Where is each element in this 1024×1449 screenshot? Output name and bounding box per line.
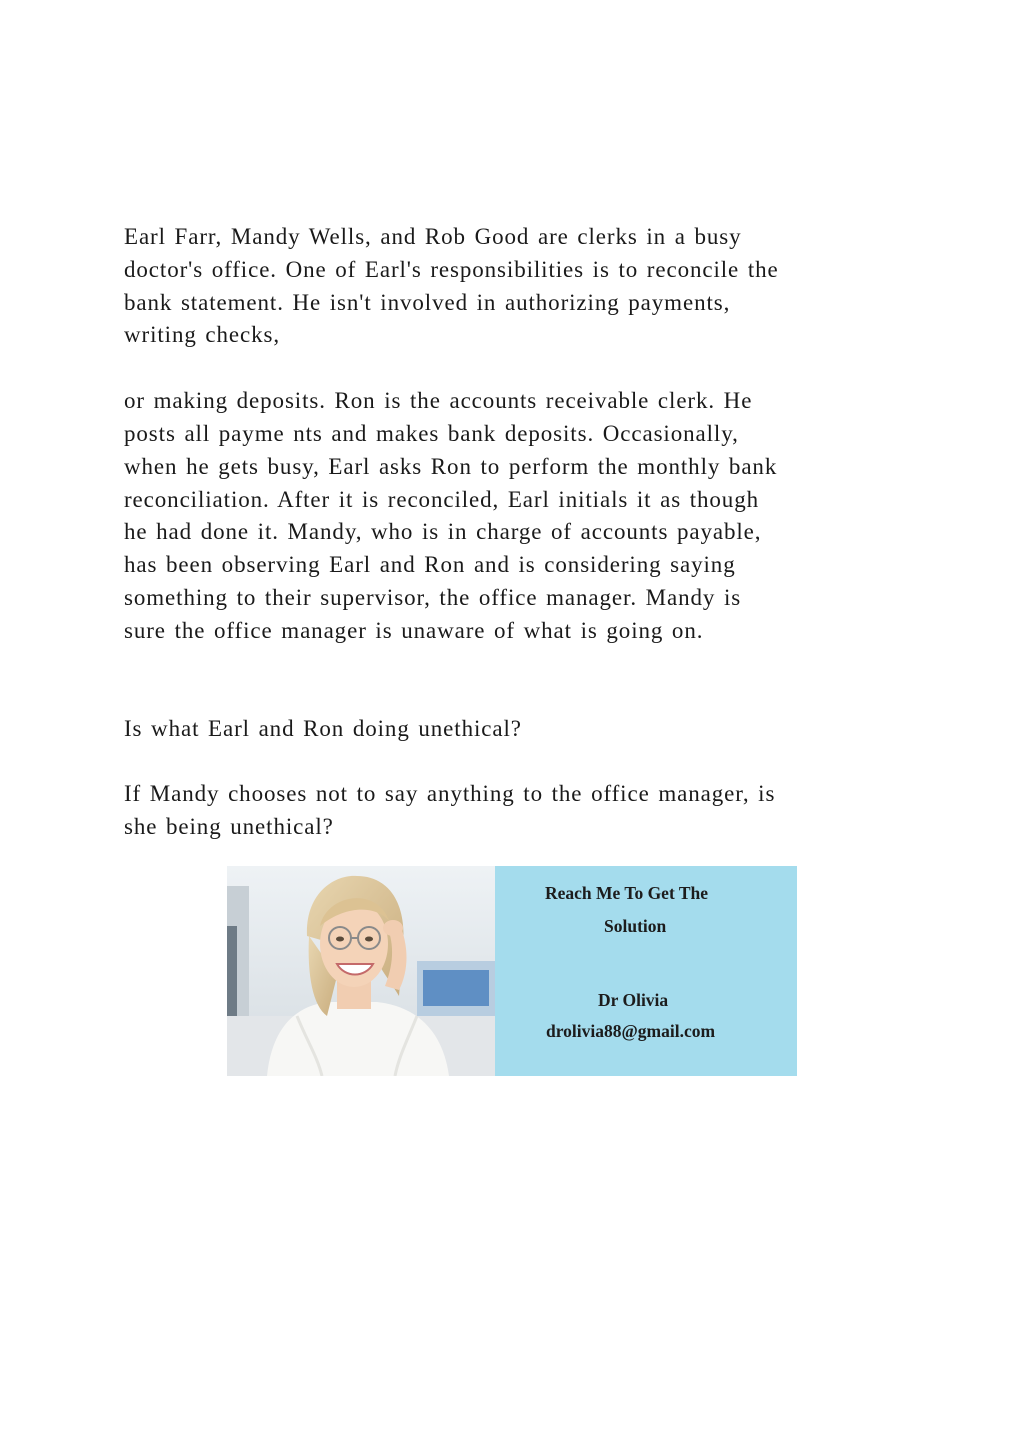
paragraph-intro xyxy=(124,221,904,352)
ad-headline: Reach Me To Get The xyxy=(545,883,709,903)
text-line: Earl Farr, Mandy Wells, and Rob Good are clerks in a busy xyxy=(124,224,742,249)
text-line: posts all payme nts and makes bank deposits. Occasionally, xyxy=(124,420,739,446)
text-line: If Mandy chooses not to say anything to the office manager, is xyxy=(124,781,776,807)
text-line: Is what Earl and Ron doing unethical? xyxy=(124,715,522,741)
text-line: writing checks, xyxy=(124,322,281,348)
ad-headline-continued: Solution xyxy=(604,916,667,936)
paragraph-scenario xyxy=(124,385,904,647)
text-line: sure the office manager is unaware of what is going on. xyxy=(124,617,704,643)
text-line: bank statement. He isn't involved in authorizing payments, xyxy=(124,289,731,315)
text-line: she being unethical? xyxy=(124,814,334,840)
contact-email: drolivia88@gmail.com xyxy=(546,1021,716,1041)
text-line: he had done it. Mandy, who is in charge of accounts payable, xyxy=(124,519,762,545)
ad-banner xyxy=(227,866,797,1076)
text-line: when he gets busy, Earl asks Ron to perform the monthly bank xyxy=(124,453,778,479)
text-line: or making deposits. Ron is the accounts receivable clerk. He xyxy=(124,388,753,414)
text-line: something to their supervisor, the office manager. Mandy is xyxy=(124,584,742,610)
woman-photo-illustration xyxy=(227,866,495,1076)
question-1 xyxy=(124,713,904,746)
woman-photo xyxy=(227,866,495,1076)
document-body xyxy=(124,221,904,844)
text-line: doctor's office. One of Earl's responsibilities is to reconcile the xyxy=(124,256,779,282)
question-2 xyxy=(124,778,904,844)
contact-name: Dr Olivia xyxy=(598,990,669,1010)
text-line: has been observing Earl and Ron and is considering saying xyxy=(124,552,736,578)
text-line: reconciliation. After it is reconciled, Earl initials it as though xyxy=(124,486,759,512)
contact-panel xyxy=(495,866,797,1076)
